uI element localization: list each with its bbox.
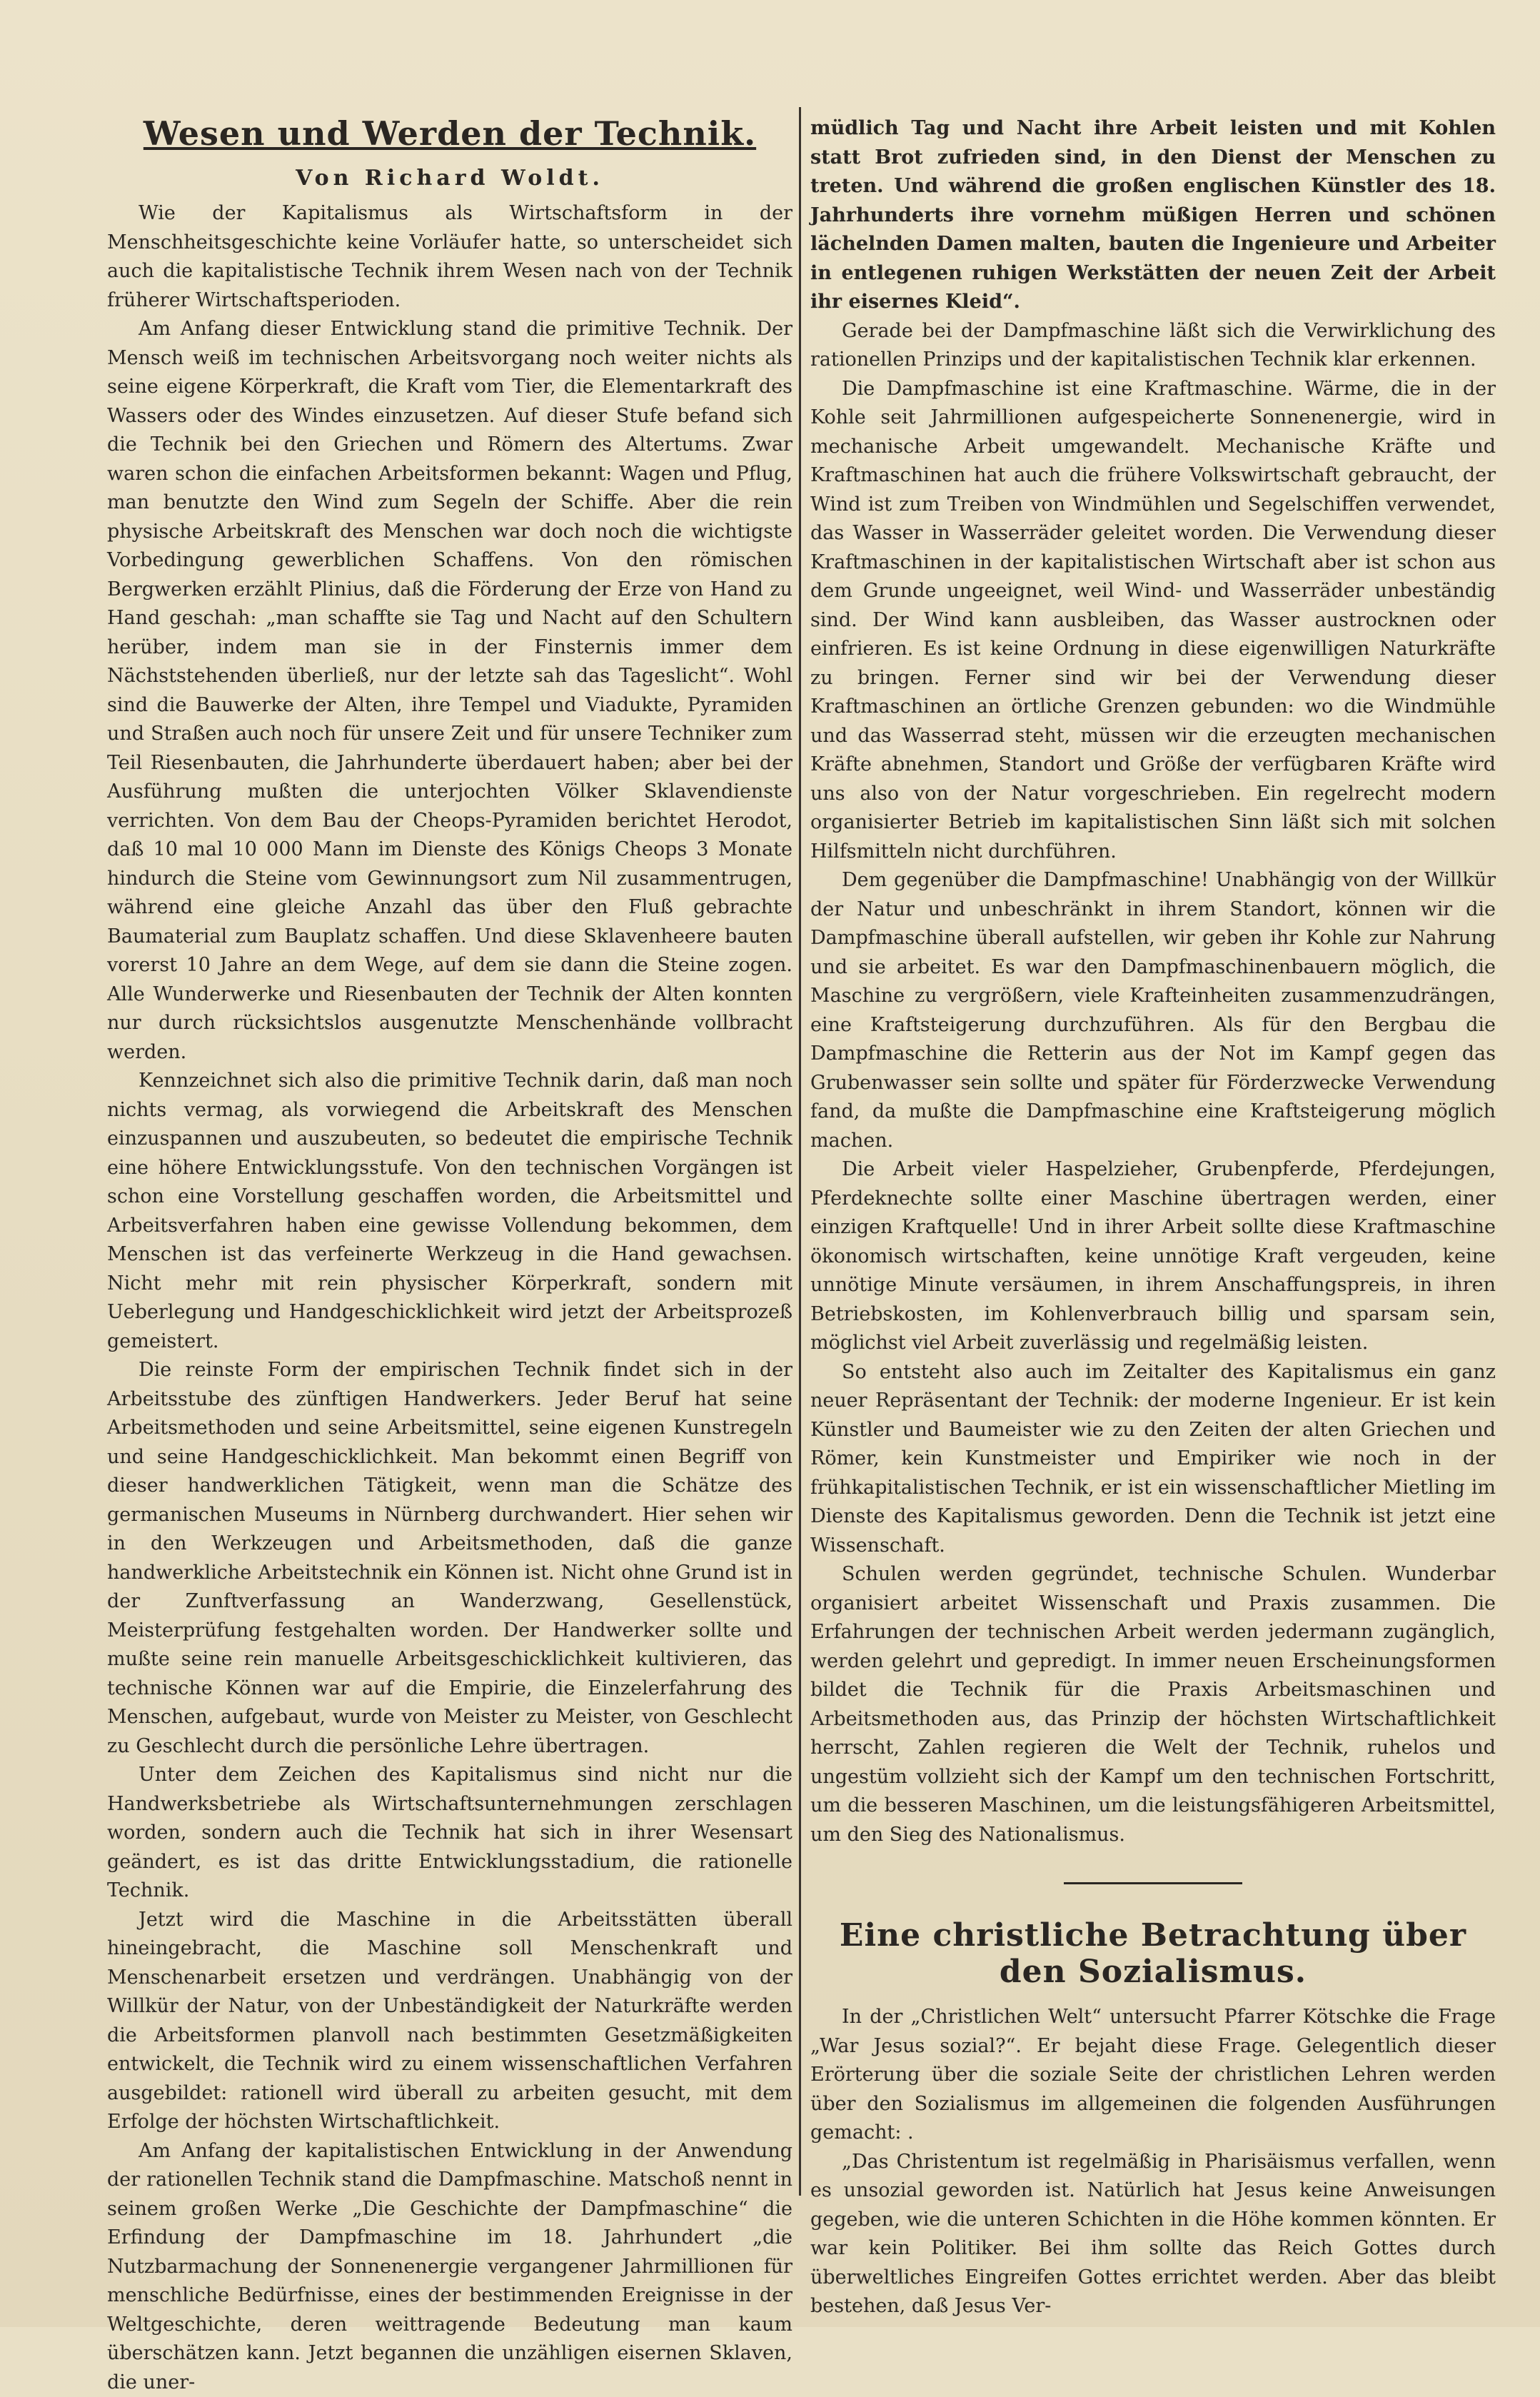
article-paragraph: Die Dampfmaschine ist eine Kraftmaschine. Wärme, die in der Kohle seit Jahrmillionen aufgespeicherte Sonnenenergie, wird in mechanische Arbeit umgewandelt. Mechanische Kräfte und Kraftmaschinen hat auch die frühere Volkswirtschaft gebraucht, der Wind ist zum Treiben von Windmühlen und Segelschiffen verwendet, das Wasser in Wasserräder geleitet worden. Die Verwendung dieser Kraftmaschinen in der kapitalistischen Wirtschaft aber ist schon aus dem Grunde ungeeignet, weil Wind- und Wasserräder unbeständig sind. Der Wind kann ausbleiben, das Wasser austrocknen oder einfrieren. Es ist keine Ordnung in diese eigenwilligen Naturkräfte zu bringen. Ferner sind wir bei der Verwendung dieser Kraftmaschinen an örtliche Grenzen gebunden: wo die Windmühle und das Wasserrad steht, müssen wir die erzeugten mechanischen Kräfte abnehmen, Standort und Größe der verfügbaren Kräfte wird uns also von der Natur vorgeschrieben. Ein regelrecht modern organisierter Betrieb im kapitalistischen Sinn läßt sich mit solchen Hilfsmitteln nicht durchführen. [810,375,1496,867]
article-paragraph: Am Anfang dieser Entwicklung stand die primitive Technik. Der Mensch weiß im technischen Arbeitsvorgang noch weiter nichts als seine eigene Körperkraft, die Kraft vom Tier, die Elementarkraft des Wassers oder des Windes einzusetzen. Auf dieser Stufe befand sich die Technik bei den Griechen und Römern des Altertums. Zwar waren schon die einfachen Arbeitsformen bekannt: Wagen und Pflug, man benutzte den Wind zum Segeln der Schiffe. Aber die rein physische Arbeitskraft des Menschen war doch noch die wichtigste Vorbedingung gewerblichen Schaffens. Von den römischen Bergwerken erzählt Plinius, daß die Förderung der Erze von Hand zu Hand geschah: „man schaffte sie Tag und Nacht auf den Schultern herüber, indem man sie in der Finsternis immer dem Nächststehenden überließ, nur der letzte sah das Tageslicht“. Wohl sind die Bauwerke der Alten, ihre Tempel und Viadukte, Pyramiden und Straßen auch noch für unsere Zeit und für unsere Techniker zum Teil Riesenbauten, die Jahrhunderte überdauert haben; aber bei der Ausführung mußten die unterjochten Völker Sklavendienste verrichten. Von dem Bau der Cheops-Pyramiden berichtet Herodot, daß 10 mal 10 000 Mann im Dienste des Königs Cheops 3 Monate hindurch die Steine vom Gewinnungsort zum Nil zusammentrugen, während eine gleiche Anzahl das über den Fluß gebrachte Baumaterial zum Bauplatz schaffen. Und diese Sklavenheere bauten vorerst 10 Jahre an dem Wege, auf dem sie dann die Steine zogen. Alle Wunderwerke und Riesenbauten der Technik der Alten konnten nur durch rücksichtslos ausgenutzte Menschenhände vollbracht werden. [107,315,792,1067]
article-paragraph: „Das Christentum ist regelmäßig in Pharisäismus verfallen, wenn es unsozial geworden ist. Natürlich hat Jesus keine Anweisungen gegeben, wie die unteren Schichten in die Höhe kommen könnten. Er war kein Politiker. Bei ihm sollte das Reich Gottes durch überweltliches Eingreifen Gottes errichtet werden. Aber das bleibt bestehen, daß Jesus Ver- [810,2148,1496,2321]
section-separator [1064,1882,1242,1884]
article-paragraph: Wie der Kapitalismus als Wirtschaftsform in der Menschheitsgeschichte keine Vorläufer hatte, so unterscheidet sich auch die kapitalistische Technik ihrem Wesen nach von der Technik früherer Wirtschaftsperioden. [107,199,792,315]
article-paragraph-continued: müdlich Tag und Nacht ihre Arbeit leisten und mit Kohlen statt Brot zufrieden sind, in den Dienst der Menschen zu treten. Und während die großen englischen Künstler des 18. Jahrhunderts ihre vornehm müßigen Herren und schönen lächelnden Damen malten, bauten die Ingenieure und Arbeiter in entlegenen ruhigen Werkstätten der neuen Zeit der Arbeit ihr eisernes Kleid“. [810,114,1496,317]
article-paragraph: Jetzt wird die Maschine in die Arbeitsstätten überall hineingebracht, die Maschine soll Menschenkraft und Menschenarbeit ersetzen und verdrängen. Unabhängig von der Willkür der Natur, von der Unbeständigkeit der Naturkräfte werden die Arbeitsformen planvoll nach bestimmten Gesetzmäßigkeiten entwickelt, die Technik wird zu einem wissenschaftlichen Verfahren ausgebildet: rationell wird überall zu arbeiten gesucht, mit dem Erfolge der höchsten Wirtschaftlichkeit. [107,1906,792,2137]
article-byline: Von Richard Woldt. [107,166,792,191]
article-title: Eine christliche Betrachtung über den Sozialismus. [810,1917,1496,1990]
article-paragraph: Schulen werden gegründet, technische Schulen. Wunderbar organisiert arbeitet Wissenschaft und Praxis zusammen. Die Erfahrungen der technischen Arbeit werden jedermann zugänglich, werden gelehrt und gepredigt. In immer neuen Erscheinungsformen bildet die Technik für die Praxis Arbeitsmaschinen und Arbeitsmethoden aus, das Prinzip der höchsten Wirtschaftlichkeit herrscht, Zahlen regieren die Welt der Technik, ruhelos und ungestüm vollzieht sich der Kampf um den technischen Fortschritt, um die besseren Maschinen, um die leistungsfähigeren Arbeitsmittel, um den Sieg des Nationalismus. [810,1560,1496,1849]
left-column [107,114,792,2397]
right-column [810,114,1496,2321]
article-paragraph: Gerade bei der Dampfmaschine läßt sich die Verwirklichung des rationellen Prinzips und der kapitalistischen Technik klar erkennen. [810,317,1496,375]
column-divider [799,107,801,2196]
article-paragraph: Kennzeichnet sich also die primitive Technik darin, daß man noch nichts vermag, als vorwiegend die Arbeitskraft des Menschen einzuspannen und auszubeuten, so bedeutet die empirische Technik eine höhere Entwicklungsstufe. Von den technischen Vorgängen ist schon eine Vorstellung geschaffen worden, die Arbeitsmittel und Arbeitsverfahren haben eine gewisse Vollendung bekommen, dem Menschen ist das verfeinerte Werkzeug in die Hand gewachsen. Nicht mehr mit rein physischer Körperkraft, sondern mit Ueberlegung und Handgeschicklichkeit wird jetzt der Arbeitsprozeß gemeistert. [107,1067,792,1356]
article-paragraph: Unter dem Zeichen des Kapitalismus sind nicht nur die Handwerksbetriebe als Wirtschaftsunternehmungen zerschlagen worden, sondern auch die Technik hat sich in ihrer Wesensart geändert, es ist das dritte Entwicklungsstadium, die rationelle Technik. [107,1761,792,1906]
article-paragraph: In der „Christlichen Welt“ untersucht Pfarrer Kötschke die Frage „War Jesus sozial?“. Er bejaht diese Frage. Gelegentlich dieser Erörterung über die soziale Seite der christlichen Lehren werden über den Sozialismus im allgemeinen die folgenden Ausführungen gemacht: . [810,2003,1496,2148]
article-paragraph: Am Anfang der kapitalistischen Entwicklung in der Anwendung der rationellen Technik stand die Dampfmaschine. Matschoß nennt in seinem großen Werke „Die Geschichte der Dampfmaschine“ die Erfindung der Dampfmaschine im 18. Jahrhundert „die Nutzbarmachung der Sonnenenergie vergangener Jahrmillionen für menschliche Bedürfnisse, eines der bestimmenden Ereignisse in der Weltgeschichte, deren weittragende Bedeutung man kaum überschätzen kann. Jetzt begannen die unzähligen eisernen Sklaven, die uner- [107,2137,792,2397]
article-paragraph: Dem gegenüber die Dampfmaschine! Unabhängig von der Willkür der Natur und unbeschränkt in ihrem Standort, können wir die Dampfmaschine überall aufstellen, wir geben ihr Kohle zur Nahrung und sie arbeitet. Es war den Dampfmaschinenbauern möglich, die Maschine zu vergrößern, viele Krafteinheiten zusammenzudrängen, eine Kraftsteigerung durchzuführen. Als für den Bergbau die Dampfmaschine die Retterin aus der Not im Kampf gegen das Grubenwasser sein sollte und später für Förderzwecke Verwendung fand, da mußte die Dampfmaschine eine Kraftsteigerung möglich machen. [810,866,1496,1155]
article-paragraph: Die reinste Form der empirischen Technik findet sich in der Arbeitsstube des zünftigen Handwerkers. Jeder Beruf hat seine Arbeitsmethoden und seine Arbeitsmittel, seine eigenen Kunstregeln und seine Handgeschicklichkeit. Man bekommt einen Begriff von dieser handwerklichen Tätigkeit, wenn man die Schätze des germanischen Museums in Nürnberg durchwandert. Hier sehen wir in den Werkzeugen und Arbeitsmethoden, daß die ganze handwerkliche Arbeitstechnik ein Können ist. Nicht ohne Grund ist in der Zunftverfassung an Wanderzwang, Gesellenstück, Meisterprüfung festgehalten worden. Der Handwerker sollte und mußte seine rein manuelle Arbeitsgeschicklichkeit kultivieren, das technische Können war auf die Empirie, die Einzelerfahrung des Menschen, aufgebaut, wurde von Meister zu Meister, von Geschlecht zu Geschlecht durch die persönliche Lehre übertragen. [107,1356,792,1761]
article-paragraph: Die Arbeit vieler Haspelzieher, Grubenpferde, Pferdejungen, Pferdeknechte sollte einer Maschine übertragen werden, einer einzigen Kraftquelle! Und in ihrer Arbeit sollte diese Kraftmaschine ökonomisch wirtschaften, keine unnötige Kraft vergeuden, keine unnötige Minute versäumen, in ihrem Anschaffungspreis, in ihren Betriebskosten, im Kohlenverbrauch billig und sparsam sein, möglichst viel Arbeit zuverlässig und regelmäßig leisten. [810,1155,1496,1358]
article-title: Wesen und Werden der Technik. [107,114,792,153]
article-paragraph: So entsteht also auch im Zeitalter des Kapitalismus ein ganz neuer Repräsentant der Technik: der moderne Ingenieur. Er ist kein Künstler und Baumeister wie zu den Zeiten der alten Griechen und Römer, kein Kunstmeister und Empiriker wie noch in der frühkapitalistischen Technik, er ist ein wissenschaftlicher Mietling im Dienste des Kapitalismus geworden. Denn die Technik ist jetzt eine Wissenschaft. [810,1358,1496,1561]
